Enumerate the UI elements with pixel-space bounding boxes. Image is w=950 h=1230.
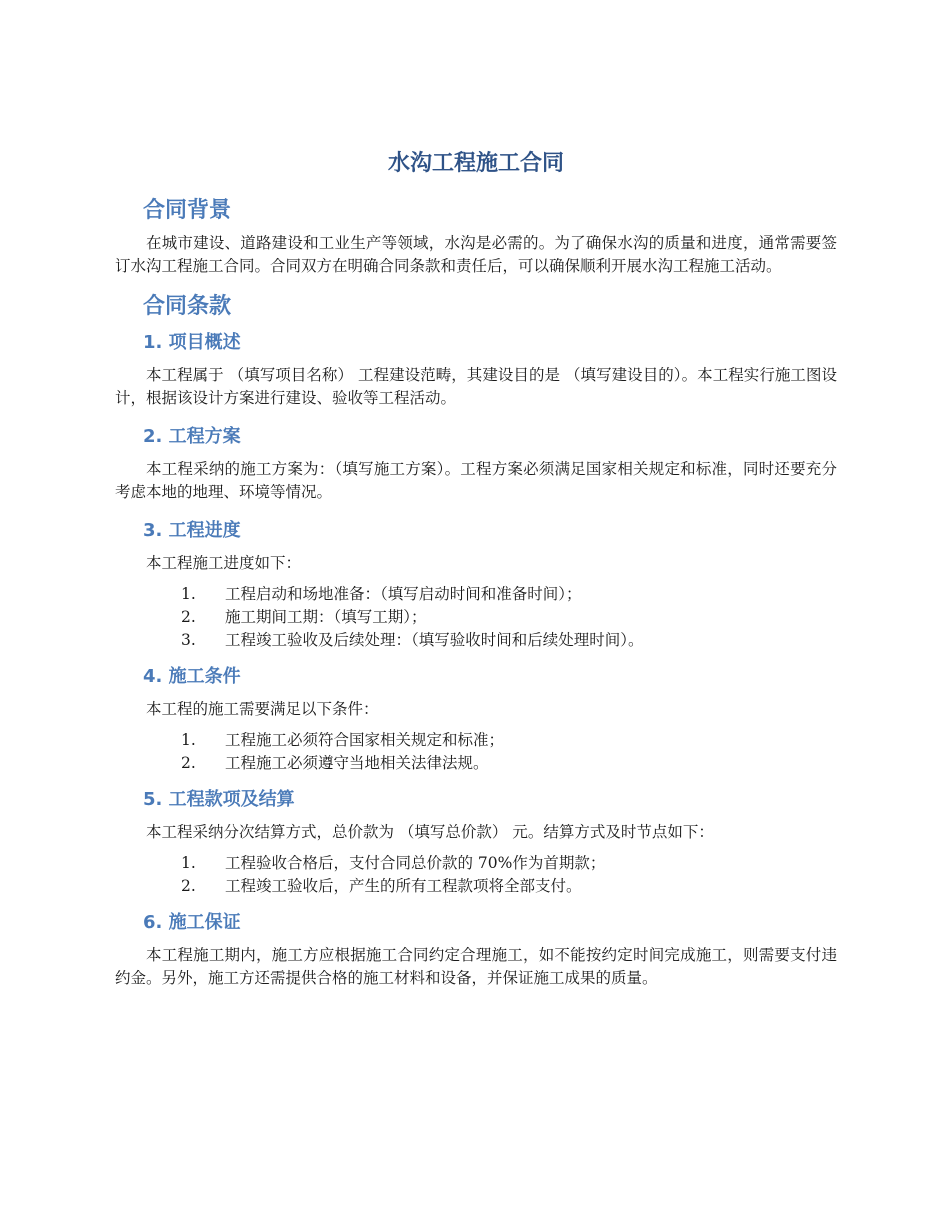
overview-paragraph: 本工程属于 （填写项目名称） 工程建设范畴，其建设目的是 （填写建设目的）。本工程实行施工图设计，根据该设计方案进行建设、验收等工程活动。 — [115, 366, 837, 407]
subsection-heading-payment: 5. 工程款项及结算 — [143, 789, 295, 810]
list-item-text: 工程竣工验收及后续处理：（填写验收时间和后续处理时间）。 — [225, 631, 644, 649]
list-item — [115, 606, 837, 629]
list-item — [115, 852, 837, 875]
schedule-list — [115, 583, 837, 652]
document-title: 水沟工程施工合同 — [387, 151, 564, 176]
conditions-list — [115, 729, 837, 775]
payment-list — [115, 852, 837, 898]
list-item-number: 3. — [181, 631, 196, 649]
list-item-text: 工程施工必须符合国家相关规定和标准； — [225, 731, 505, 749]
list-item-number: 2. — [181, 877, 196, 895]
section-heading-terms: 合同条款 — [143, 294, 232, 319]
background-paragraph: 在城市建设、道路建设和工业生产等领域，水沟是必需的。为了确保水沟的质量和进度，通常需要签订水沟工程施工合同。合同双方在明确合同条款和责任后，可以确保顺利开展水沟工程施工活动。 — [115, 234, 837, 275]
guarantee-paragraph: 本工程施工期内，施工方应根据施工合同约定合理施工，如不能按约定时间完成施工，则需要支付违约金。另外，施工方还需提供合格的施工材料和设备，并保证施工成果的质量。 — [115, 946, 837, 987]
list-item — [115, 729, 837, 752]
conditions-paragraph: 本工程的施工需要满足以下条件： — [146, 700, 379, 718]
list-item-number: 1. — [181, 585, 196, 603]
list-item-text: 工程验收合格后，支付合同总价款的 70%作为首期款； — [225, 854, 606, 872]
list-item-number: 2. — [181, 608, 196, 626]
list-item-number: 1. — [181, 731, 196, 749]
list-item-number: 2. — [181, 754, 196, 772]
list-item — [115, 583, 837, 606]
document-content — [115, 146, 837, 1002]
section-heading-background: 合同背景 — [143, 198, 232, 223]
list-item — [115, 629, 837, 652]
subsection-heading-guarantee: 6. 施工保证 — [143, 912, 241, 933]
list-item-text: 工程启动和场地准备：（填写启动时间和准备时间）； — [225, 585, 582, 603]
subsection-heading-conditions: 4. 施工条件 — [143, 666, 241, 687]
list-item-text: 工程施工必须遵守当地相关法律法规。 — [225, 754, 489, 772]
plan-paragraph: 本工程采纳的施工方案为：（填写施工方案）。工程方案必须满足国家相关规定和标准，同时还要充分考虑本地的地理、环境等情况。 — [115, 460, 837, 501]
schedule-paragraph: 本工程施工进度如下： — [146, 554, 302, 572]
list-item-text: 施工期间工期：（填写工期）； — [225, 608, 427, 626]
list-item — [115, 875, 837, 898]
payment-paragraph: 本工程采纳分次结算方式，总价款为 （填写总价款） 元。结算方式及时节点如下： — [146, 823, 714, 841]
list-item-number: 1. — [181, 854, 196, 872]
list-item — [115, 752, 837, 775]
subsection-heading-overview: 1. 项目概述 — [143, 332, 241, 353]
subsection-heading-schedule: 3. 工程进度 — [143, 520, 241, 541]
subsection-heading-plan: 2. 工程方案 — [143, 426, 241, 447]
list-item-text: 工程竣工验收后，产生的所有工程款项将全部支付。 — [225, 877, 582, 895]
